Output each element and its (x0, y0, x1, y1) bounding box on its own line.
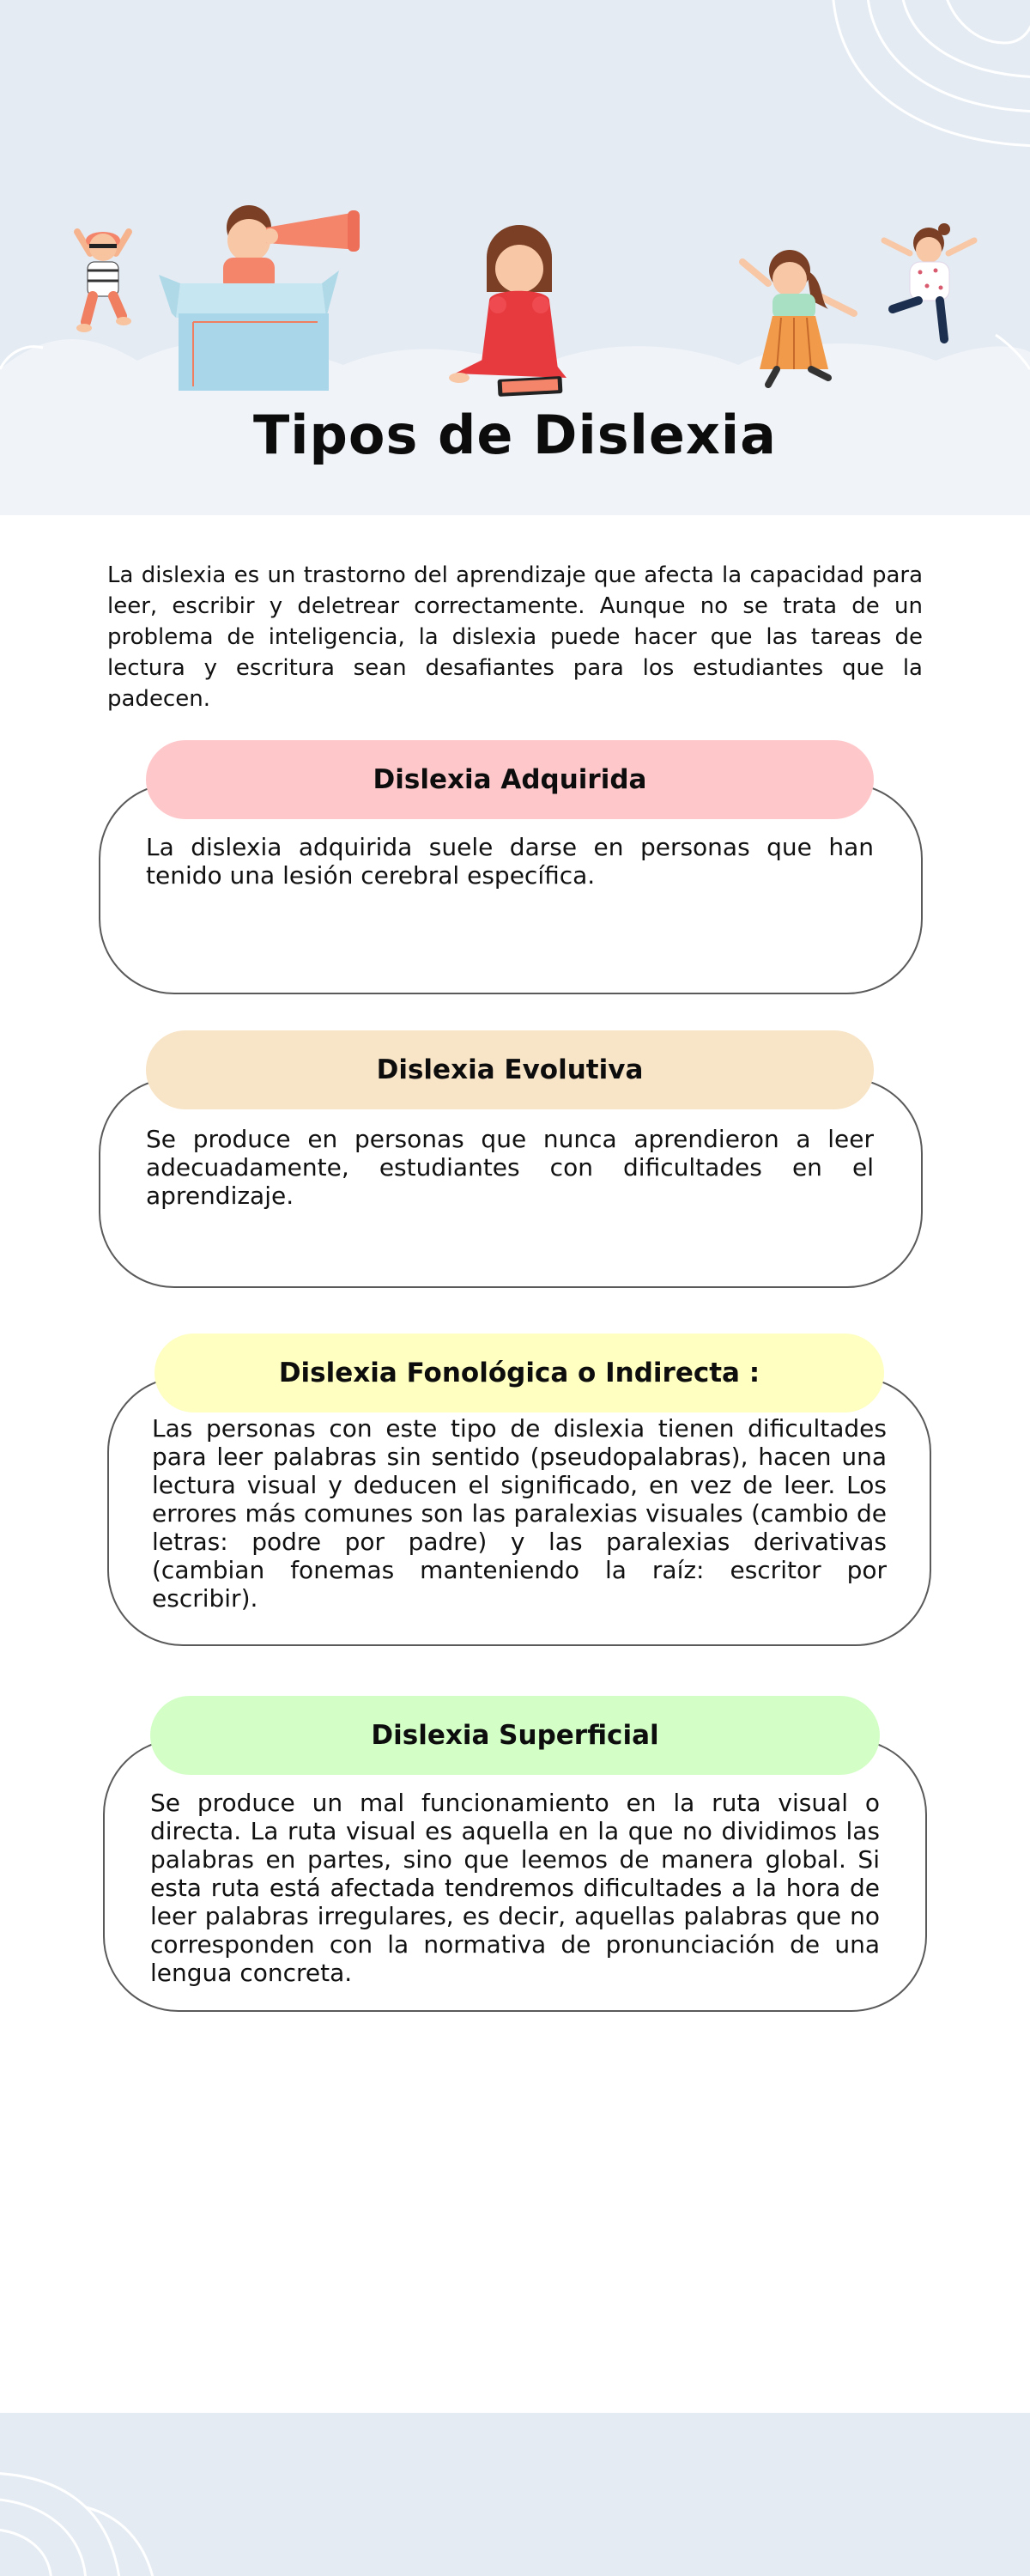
card-text: La dislexia adquirida suele darse en personas que han tenido una lesión cerebral específica. (146, 833, 874, 890)
card-dislexia-evolutiva (99, 1030, 923, 1288)
card-text: Se produce un mal funcionamiento en la ruta visual o directa. La ruta visual es aquella en la que no dividimos las palabras en partes, sino que leemos de manera global. Si esta ruta está afectada tendremos dificultades a la hora de leer palabras irregulares, es decir, aquellas palabras que no corresponden con la normativa de pronunciación de una lengua concreta. (150, 1789, 880, 1987)
card-title-pill (146, 740, 874, 819)
card-dislexia-superficial (103, 1696, 927, 2012)
swirl-lines-decoration (0, 2464, 206, 2576)
card-title: Dislexia Evolutiva (376, 1054, 644, 1085)
footer-band (0, 2413, 1030, 2576)
swirl-lines-decoration (798, 0, 1030, 180)
girl-orange-dress-illustration (734, 240, 863, 391)
card-dislexia-adquirida (99, 740, 923, 994)
card-title: Dislexia Fonológica o Indirecta : (278, 1358, 760, 1388)
card-title: Dislexia Adquirida (373, 764, 647, 795)
card-title-pill (150, 1696, 880, 1775)
girl-polka-dot-illustration (876, 219, 987, 348)
pirate-child-illustration (60, 215, 146, 343)
intro-paragraph: La dislexia es un trastorno del aprendizaje que afecta la capacidad para leer, escribir y deletrear correctamente. Aunque no se trata de un problema de inteligencia, la dislexia puede hacer que las tareas de lectura y escritura sean desafiantes para los estudiantes que la padecen. (107, 562, 923, 712)
card-text: Se produce en personas que nunca aprendieron a leer adecuadamente, estudiantes con dificultades en el aprendizaje. (146, 1125, 874, 1210)
girl-tablet-illustration (438, 219, 601, 404)
card-title-pill (146, 1030, 874, 1109)
card-text: Las personas con este tipo de dislexia tienen dificultades para leer palabras sin sentido (pseudopalabras), hacen una lectura visual y deducen el significado, en vez de leer. Los errores más comunes son las paralexias visuales (cambio de letras: podre por padre) y las paralexias derivativas (cambian fonemas manteniendo la raíz: escritor por escribir). (152, 1414, 887, 1613)
boy-telescope-box-illustration (154, 193, 378, 395)
header-banner (0, 0, 1030, 515)
card-title: Dislexia Superficial (371, 1720, 659, 1751)
card-title-pill (154, 1334, 884, 1413)
page-title: Tipos de Dislexia (252, 404, 778, 466)
card-dislexia-fonologica (107, 1334, 931, 1646)
